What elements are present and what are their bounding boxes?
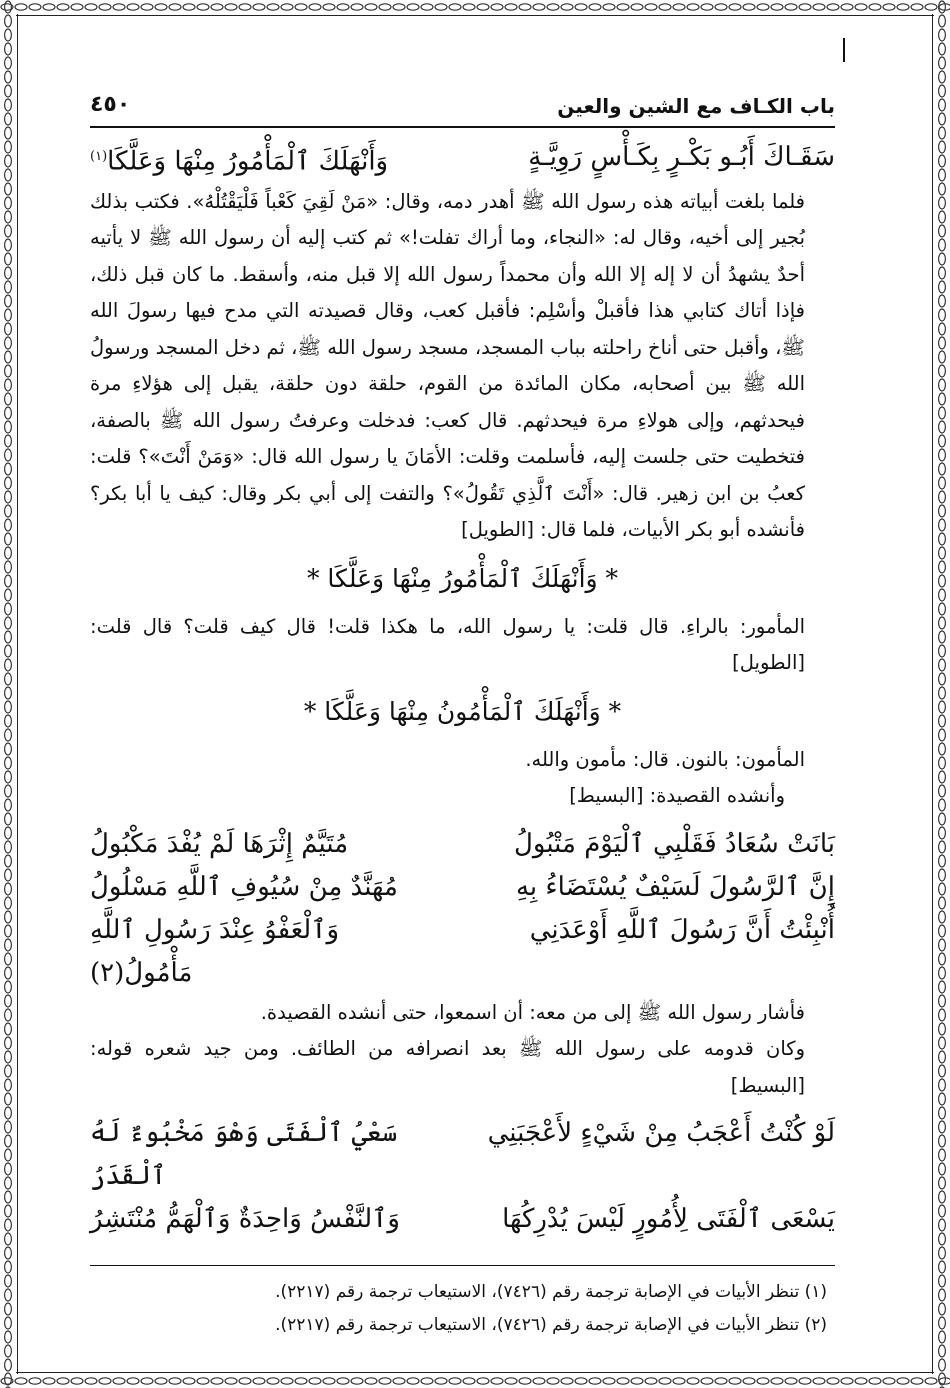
paragraph: فلما بلغت أبياته هذه رسول الله ﷺ أهدر دمه، وقال: «مَنْ لَقِيَ كَعْباً فَلْيَقْتُلْهُ». فكتب بذلك بُجير إلى أخيه، وقال له: «النجاء، وما أراك تفلت!» ثم كتب إليه أن رسول الله ﷺ لا يأتيه أحدٌ يشهدُ أن لا إله إلا الله وأن محمداً رسول الله إلا قبل منه، وأسقط. ما كان قبل ذلك، فإذا أتاك كتابي هذا فأقبلْ وأسْلِم: فأقبل كعب، وقال قصيدته التي مدح فيها رسولَ الله ﷺ، وأقبل حتى أناخ راحلته بباب المسجد، مسجد رسول الله ﷺ، ثم دخل المسجد ورسولُ الله ﷺ بين أصحابه، مكان المائدة من القوم، حلقة دون حلقة، يقبل إلى هؤلاءِ مرة فيحدثهم، وإلى هولاءِ مرة فيحدثهم. قال كعب: فدخلت وعرفتُ رسول الله ﷺ بالصفة، فتخطيت حتى جلست إليه، فأسلمت وقلت: الأمَانَ يا رسول الله قال: «وَمَنْ أَنْتَ»؟ قلت: كعبُ بن ابن زهير. قال: «أَنْتَ ٱلَّذِي تَقُولُ»؟ والتفت إلى أبي بكر وقال: كيف يا أبا بكر؟ فأنشده أبو بكر الأبيات، فلما قال: [الطويل] bbox=[90, 189, 805, 542]
verse-second-hemistich: وَٱلْعَفْوُ عِنْدَ رَسُولِ ٱللَّهِ مَأْمُولُ(٢) bbox=[90, 914, 340, 988]
bottom-border-rule bbox=[16, 1372, 934, 1373]
poem-verse bbox=[90, 1112, 835, 1198]
right-border-ornament bbox=[934, 0, 950, 1388]
verse-second-hemistich: مُتَيَّمٌ إِثْرَهَا لَمْ يُفْدَ مَكْبُولُ bbox=[90, 828, 349, 859]
verse-second-hemistich: وَٱلنَّفْسُ وَاحِدَةٌ وَٱلْهَمُّ مُنْتَشِرُ bbox=[90, 1204, 400, 1235]
page-body bbox=[90, 135, 835, 1241]
paragraph: المأمون: بالنون. قال: مأمون والله. bbox=[525, 747, 805, 771]
verse-first-hemistich: سَقَـاكَ أَبُـو بَكْـرٍ بِكَـأْسٍ رَوِيَّـةٍ bbox=[528, 142, 835, 172]
verse-first-hemistich: أُنْبِئْتُ أَنَّ رَسُولَ ٱللَّهِ أَوْعَدَنِي bbox=[529, 914, 835, 945]
page-header bbox=[90, 92, 835, 128]
poem-verse bbox=[90, 909, 835, 995]
verse-first-hemistich: لَوْ كُنْتُ أَعْجَبُ مِنْ شَيْءٍ لأَعْجَبَنِي bbox=[487, 1118, 835, 1149]
footnote: (٢) تنظر الأبيات في الإصابة ترجمة رقم (٧٤٢٦)، الاستيعاب ترجمة رقم (٢٢١٧). bbox=[275, 1315, 827, 1335]
verse-second-hemistich: سَعْيُ ٱلْفَتَى وَهْوَ مَخْبُوءٌ لَهُ ٱلْقَدَرُ bbox=[90, 1118, 398, 1192]
poem bbox=[90, 823, 835, 995]
margin-mark bbox=[843, 38, 845, 62]
book-page bbox=[90, 30, 835, 1348]
top-border-rule bbox=[16, 15, 934, 16]
poem-verse bbox=[90, 823, 835, 866]
opening-verse bbox=[90, 135, 835, 184]
verse-second-hemistich: مُهَنَّدٌ مِنْ سُيُوفِ ٱللَّهِ مَسْلُولُ bbox=[90, 871, 398, 902]
centered-verse: * وَأَنْهَلَكَ ٱلْمَأْمُونُ مِنْهَا وَعَلَّكَا * bbox=[303, 696, 622, 726]
verse-first-hemistich: إِنَّ ٱلرَّسُولَ لَسَيْفٌ يُسْتَضَاءُ بِهِ bbox=[515, 871, 835, 902]
right-border-rule bbox=[932, 14, 933, 1374]
footnotes bbox=[90, 1265, 835, 1342]
verse-first-hemistich: يَسْعَى ٱلْفَتَى لِأُمُورٍ لَيْسَ يُدْرِكُهَا bbox=[502, 1204, 835, 1235]
footnote: (١) تنظر الأبيات في الإصابة ترجمة رقم (٧٤٢٦)، الاستيعاب ترجمة رقم (٢٢١٧). bbox=[275, 1282, 827, 1302]
poem-verse bbox=[90, 866, 835, 909]
verse-second-hemistich: وَأَنْهَلَكَ ٱلْمَأْمُورُ مِنْهَا وَعَلَّكَا$^{(١)}$ bbox=[90, 146, 389, 177]
paragraph: وكان قدومه على رسول الله ﷺ بعد انصرافه من الطائف. ومن جيد شعره قوله: [البسيط] bbox=[90, 1037, 805, 1097]
left-border-ornament bbox=[0, 0, 16, 1388]
paragraph: فأشار رسول الله ﷺ إلى من معه: أن اسمعوا، حتى أنشده القصيدة. bbox=[260, 1000, 805, 1024]
verse-first-hemistich: بَانَتْ سُعَادُ فَقَلْبِي ٱلْيَوْمَ مَتْبُولُ bbox=[514, 828, 835, 859]
footnote-ref: (١) bbox=[90, 149, 108, 164]
bottom-border-ornament bbox=[0, 1374, 950, 1388]
left-border-rule bbox=[17, 14, 18, 1374]
poem bbox=[90, 1112, 835, 1241]
paragraph: المأمور: بالراءِ. قال قلت: يا رسول الله، ما هكذا قلت! قال كيف قلت؟ قال قلت: [الطويل] bbox=[90, 614, 805, 675]
paragraph: وأنشده القصيدة: [البسيط] bbox=[569, 784, 785, 808]
top-border-ornament bbox=[0, 0, 950, 14]
poem-verse bbox=[90, 1198, 835, 1241]
page-number: ٤٥٠ bbox=[90, 92, 131, 117]
chapter-title: باب الكـاف مع الشين والعين bbox=[557, 94, 835, 118]
centered-verse: * وَأَنْهَلَكَ ٱلْمَأْمُورُ مِنْهَا وَعَلَّكَا * bbox=[306, 563, 619, 593]
